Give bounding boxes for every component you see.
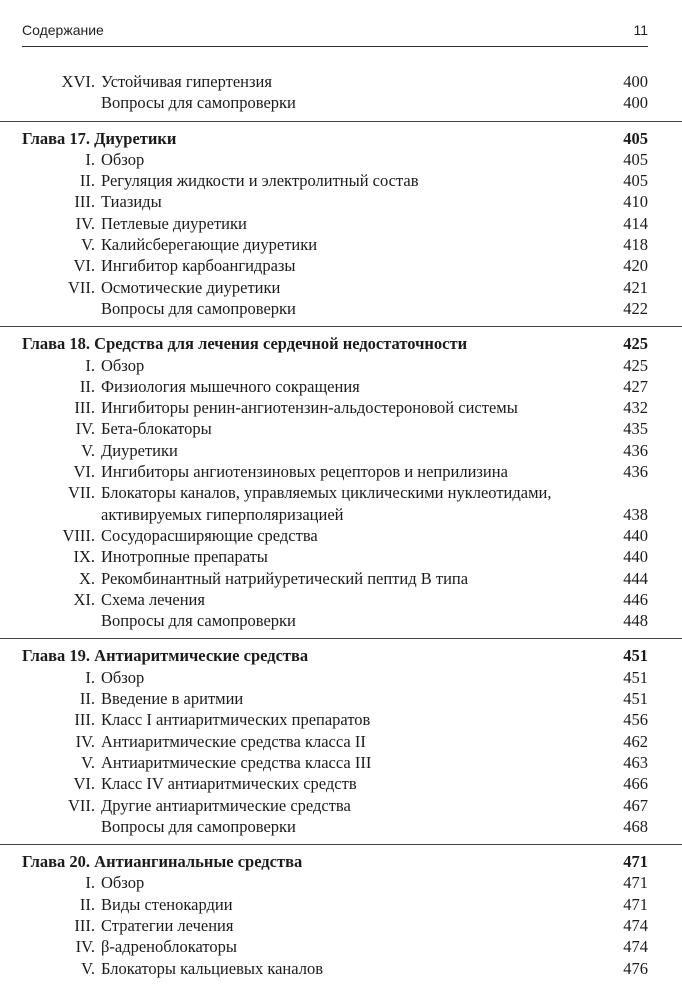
toc-entry-title: Вопросы для самопроверки: [101, 93, 296, 113]
toc-entry-numeral: I.: [85, 355, 95, 375]
toc-entry-page-number: 427: [623, 376, 648, 396]
toc-entry-numeral: IV.: [75, 419, 95, 439]
toc-entry: [0, 191, 682, 212]
toc-entry-review-questions: [0, 92, 682, 113]
toc-chapter-page-number: 451: [623, 646, 648, 666]
toc-entry-numeral: V.: [81, 958, 95, 978]
toc-entry-title: Вопросы для самопроверки: [101, 611, 296, 631]
toc-entry: [0, 731, 682, 752]
toc-entry: [0, 149, 682, 170]
toc-entry-numeral: VII.: [67, 483, 95, 503]
toc-entry-title: Антиаритмические средства класса III: [101, 752, 372, 772]
toc-entry-numeral: XI.: [73, 589, 95, 609]
toc-entry-numeral: VIII.: [62, 525, 95, 545]
toc-entry-numeral: III.: [74, 398, 95, 418]
toc-entry-page-number: 421: [623, 277, 648, 297]
toc-entry: [0, 568, 682, 589]
toc-entry-numeral: IV.: [75, 937, 95, 957]
toc-entry-page-number: 438: [623, 504, 648, 524]
toc-entry-title: Обзор: [101, 149, 145, 169]
toc-entry-page-number: 440: [623, 525, 648, 545]
toc-chapter-title: Глава 20. Антиангинальные средства: [22, 852, 303, 872]
toc-entry: [0, 255, 682, 276]
toc-entry: [0, 234, 682, 255]
toc-entry: [0, 376, 682, 397]
toc-entry-numeral: IV.: [75, 731, 95, 751]
toc-entry-numeral: III.: [74, 915, 95, 935]
toc-entry-title: Ингибиторы ренин-ангиотензин-альдостероновой системы: [101, 398, 518, 418]
toc-entry: [0, 936, 682, 957]
toc-entry-page-number: 436: [623, 462, 648, 482]
toc-entry-numeral: V.: [81, 752, 95, 772]
toc-entry-title: Инотропные препараты: [101, 547, 268, 567]
toc-chapter-page-number: 405: [623, 128, 648, 148]
toc-entry-page-number: 444: [623, 568, 648, 588]
toc-entry-title: Виды стенокардии: [101, 894, 233, 914]
toc-entry-title: Регуляция жидкости и электролитный состав: [101, 171, 419, 191]
toc-chapter-page-number: 471: [623, 852, 648, 872]
toc-entry-numeral: XVI.: [61, 72, 95, 91]
toc-entry-title: Ингибиторы ангиотензиновых рецепторов и неприлизина: [101, 462, 508, 482]
toc-chapter-title: Глава 19. Антиаритмические средства: [22, 646, 309, 666]
header-rule: [22, 46, 648, 47]
toc-entry: [0, 546, 682, 567]
toc-entry: [0, 589, 682, 610]
toc-entry-numeral: V.: [81, 440, 95, 460]
toc-chapter: [0, 121, 682, 320]
toc-entry: [0, 958, 682, 979]
table-of-contents: [0, 71, 682, 979]
toc-entry-numeral: V.: [81, 235, 95, 255]
running-header: [22, 22, 648, 44]
toc-chapter: [0, 844, 682, 979]
toc-entry-page-number: 451: [623, 667, 648, 687]
toc-chapter-title: Глава 17. Диуретики: [22, 128, 177, 148]
toc-entry-page-number: 405: [623, 149, 648, 169]
toc-entry-numeral: VI.: [73, 462, 95, 482]
toc-entry-title: Сосудорасширяющие средства: [101, 525, 318, 545]
toc-entry-page-number: 476: [623, 958, 648, 978]
toc-entry-numeral: IV.: [75, 213, 95, 233]
toc-entry-page-number: 474: [623, 915, 648, 935]
running-header-page-number: 11: [633, 22, 648, 38]
toc-entry: [0, 482, 682, 525]
toc-entry: [0, 461, 682, 482]
toc-entry-title: Устойчивая гипертензия: [101, 72, 272, 91]
toc-entry-page-number: 422: [623, 298, 648, 318]
toc-entry-title: Антиаритмические средства класса II: [101, 731, 366, 751]
toc-chapter-title: Глава 18. Средства для лечения сердечной недостаточности: [22, 334, 468, 354]
toc-entry-title: Стратегии лечения: [101, 915, 234, 935]
toc-entry-numeral: I.: [85, 873, 95, 893]
toc-entry-page-number: 462: [623, 731, 648, 751]
toc-entry: [0, 709, 682, 730]
toc-entry-title: Калийсберегающие диуретики: [101, 235, 318, 255]
toc-entry-title: Петлевые диуретики: [101, 213, 247, 233]
toc-entry-page-number: 425: [623, 355, 648, 375]
toc-entry-title: Блокаторы каналов, управляемых циклическими нуклеотидами, активируемых гиперполяризацией: [101, 483, 552, 524]
toc-entry-page-number: 451: [623, 689, 648, 709]
toc-entry-page-number: 474: [623, 937, 648, 957]
toc-entry: [0, 277, 682, 298]
toc-entry-title: Тиазиды: [101, 192, 162, 212]
toc-entry-numeral: I.: [85, 149, 95, 169]
toc-entry-page-number: 467: [623, 795, 648, 815]
toc-entry-title: Вопросы для самопроверки: [101, 816, 296, 836]
toc-entry: [0, 688, 682, 709]
toc-entry-page-number: 471: [623, 894, 648, 914]
toc-entry-title: β-адреноблокаторы: [101, 937, 237, 957]
toc-entry-review-questions: [0, 298, 682, 319]
toc-entry-title: Класс IV антиаритмических средств: [101, 774, 357, 794]
toc-entry-page-number: 463: [623, 752, 648, 772]
toc-entry-page-number: 448: [623, 611, 648, 631]
toc-entry: [0, 440, 682, 461]
toc-chapter: [0, 638, 682, 837]
toc-entry: [0, 213, 682, 234]
toc-entry-page-number: 414: [623, 213, 648, 233]
toc-chapter: [0, 326, 682, 631]
toc-entry: [0, 418, 682, 439]
toc-entry: [0, 71, 682, 92]
toc-entry-numeral: I.: [85, 667, 95, 687]
toc-chapter-page-number: 425: [623, 334, 648, 354]
toc-entry-page-number: 466: [623, 774, 648, 794]
toc-entry-review-questions: [0, 610, 682, 631]
toc-entry-title: Другие антиаритмические средства: [101, 795, 351, 815]
toc-entry-numeral: VII.: [67, 795, 95, 815]
toc-entry-title: Ингибитор карбоангидразы: [101, 256, 296, 276]
toc-entry-page-number: 400: [623, 72, 648, 91]
toc-entry: [0, 170, 682, 191]
toc-entry-title: Блокаторы кальциевых каналов: [101, 958, 324, 978]
toc-entry-numeral: II.: [79, 171, 95, 191]
toc-entry: [0, 915, 682, 936]
toc-entry: [0, 752, 682, 773]
toc-entry-title: Схема лечения: [101, 589, 205, 609]
toc-chapter-heading: [0, 851, 682, 872]
toc-entry-numeral: III.: [74, 192, 95, 212]
toc-entry-page-number: 418: [623, 235, 648, 255]
toc-entry-title: Обзор: [101, 667, 145, 687]
toc-entry-numeral: VII.: [67, 277, 95, 297]
toc-entry-page-number: 405: [623, 171, 648, 191]
toc-entry: [0, 355, 682, 376]
toc-entry-page-number: 436: [623, 440, 648, 460]
toc-entry-numeral: IX.: [73, 547, 95, 567]
toc-entry-page-number: 432: [623, 398, 648, 418]
toc-entry-title: Обзор: [101, 355, 145, 375]
toc-chapter-heading: [0, 128, 682, 149]
toc-entry-numeral: III.: [74, 710, 95, 730]
toc-entry-title: Осмотические диуретики: [101, 277, 281, 297]
toc-entry-page-number: 456: [623, 710, 648, 730]
toc-entry-numeral: VI.: [73, 256, 95, 276]
toc-entry: [0, 525, 682, 546]
toc-chapter-heading: [0, 333, 682, 354]
toc-entry-numeral: II.: [79, 894, 95, 914]
toc-entry: [0, 773, 682, 794]
toc-entry: [0, 795, 682, 816]
toc-entry-title: Обзор: [101, 873, 145, 893]
toc-entry-page-number: 420: [623, 256, 648, 276]
toc-entry-page-number: 471: [623, 873, 648, 893]
toc-entry: [0, 872, 682, 893]
toc-chapter-heading: [0, 645, 682, 666]
toc-entry-title: Вопросы для самопроверки: [101, 298, 296, 318]
toc-entry-title: Бета-блокаторы: [101, 419, 212, 439]
toc-entry-title: Диуретики: [101, 440, 178, 460]
toc-entry-numeral: X.: [78, 568, 95, 588]
toc-entry: [0, 894, 682, 915]
toc-entry: [0, 397, 682, 418]
toc-entry-numeral: VI.: [73, 774, 95, 794]
toc-entry-title: Физиология мышечного сокращения: [101, 376, 360, 396]
toc-entry-title: Введение в аритмии: [101, 689, 244, 709]
toc-entry-page-number: 468: [623, 816, 648, 836]
toc-entry: [0, 667, 682, 688]
toc-entry-page-number: 446: [623, 589, 648, 609]
toc-entry-title: Класс I антиаритмических препаратов: [101, 710, 371, 730]
toc-entry-page-number: 435: [623, 419, 648, 439]
toc-entry-page-number: 410: [623, 192, 648, 212]
running-header-title: Содержание: [22, 22, 104, 38]
toc-entry-title: Рекомбинантный натрийуретический пептид В типа: [101, 568, 469, 588]
toc-entry-page-number: 440: [623, 547, 648, 567]
toc-entry-review-questions: [0, 816, 682, 837]
toc-entry-numeral: II.: [79, 689, 95, 709]
toc-entry-numeral: II.: [79, 376, 95, 396]
toc-entry-page-number: 400: [623, 93, 648, 113]
